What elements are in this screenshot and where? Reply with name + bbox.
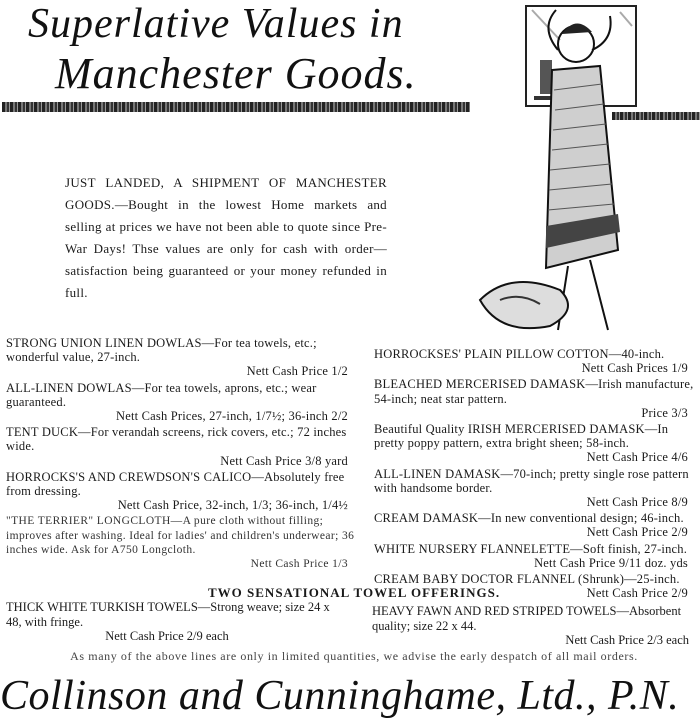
limited-quantities-notice: As many of the above lines are only in limited quantities, we advise the early despatch of all mail orders.: [70, 649, 638, 663]
product-price: Nett Cash Prices, 27-inch, 1/7½; 36-inch 2/2: [115, 409, 348, 424]
product-description: HEAVY FAWN AND RED STRIPED TOWELS—Absorbent quality; size 22 x 44.: [372, 604, 682, 633]
product-item-irish-damask: [374, 422, 696, 465]
product-item-longcloth: [6, 514, 356, 571]
product-price: Nett Cash Price, 32-inch, 1/3; 36-inch, 1/4½: [117, 498, 348, 513]
product-description: STRONG UNION LINEN DOWLAS—For tea towels, etc.; wonderful value, 27-inch.: [6, 336, 317, 365]
product-item-all-linen-damask: [374, 467, 696, 510]
product-description: BLEACHED MERCERISED DAMASK—Irish manufacture, 54-inch; neat star pattern.: [374, 377, 694, 406]
product-item-bleached-damask: [374, 377, 696, 420]
product-item-calico: [6, 470, 356, 513]
product-price: Nett Cash Price 1/2: [246, 364, 348, 379]
product-item-cream-damask: [374, 511, 696, 539]
headline-line-1: Superlative Values in: [28, 1, 404, 47]
product-item-nursery-flannelette: [374, 542, 696, 570]
decorative-rule: [2, 102, 470, 112]
product-item-pillow-cotton: [374, 347, 696, 375]
product-price: Nett Cash Prices 1/9: [581, 361, 688, 376]
left-product-column: [6, 336, 356, 573]
product-description: TENT DUCK—For verandah screens, rick covers, etc.; 72 inches wide.: [6, 425, 347, 454]
towel-offerings-heading: TWO SENSATIONAL TOWEL OFFERINGS.: [208, 585, 501, 600]
product-description: HORROCKSES' PLAIN PILLOW COTTON—40-inch.: [374, 347, 665, 361]
product-description: THICK WHITE TURKISH TOWELS—Strong weave; size 24 x 48, with fringe.: [6, 600, 330, 629]
intro-paragraph: JUST LANDED, A SHIPMENT OF MANCHESTER GOODS.—Bought in the lowest Home markets and selling at prices we have not been able to quote since Pre-War Days! Thse values are only for cash with order—satisfaction being guaranteed or your money refunded in full.: [65, 175, 387, 300]
headline-line-2: Manchester Goods.: [55, 49, 417, 98]
product-price: Nett Cash Price 1/3: [250, 558, 348, 571]
product-price: Nett Cash Price 4/6: [586, 450, 688, 465]
right-product-column: [374, 347, 696, 602]
product-price: Nett Cash Price 3/8 yard: [220, 453, 348, 468]
product-item-turkish-towels: [6, 600, 336, 644]
product-item-striped-towels: [372, 604, 697, 648]
product-description: WHITE NURSERY FLANNELETTE—Soft finish, 27-inch.: [374, 541, 688, 556]
product-description: ALL-LINEN DOWLAS—For tea towels, aprons, etc.; wear guaranteed.: [6, 380, 317, 409]
advertiser-signature: Collinson and Cunninghame, Ltd., P.N.: [0, 673, 680, 719]
product-price: Price 3/3: [641, 405, 688, 420]
product-description: ALL-LINEN DAMASK—70-inch; pretty single rose pattern with handsome border.: [374, 466, 689, 495]
product-item-union-linen-dowlas: [6, 336, 356, 379]
product-item-tent-duck: [6, 425, 356, 468]
product-price: Nett Cash Price 2/3 each: [565, 633, 689, 647]
product-description: HORROCKS'S AND CREWDSON'S CALICO—Absolutely free from dressing.: [6, 469, 345, 499]
product-description: CREAM BABY DOCTOR FLANNEL (Shrunk)—25-inch.: [374, 572, 680, 587]
product-price: Nett Cash Price 2/9: [586, 525, 688, 540]
product-item-all-linen-dowlas: [6, 381, 356, 424]
product-price: Nett Cash Price 9/11 doz. yds: [534, 555, 688, 570]
product-price: Nett Cash Price 2/9: [586, 586, 688, 601]
product-description: CREAM DAMASK—In new conventional design; 46-inch.: [374, 511, 684, 526]
woman-in-towel-illustration: [440, 0, 700, 345]
product-description: Beautiful Quality IRISH MERCERISED DAMASK—In pretty poppy pattern, extra bright sheen; 58-inch.: [374, 422, 669, 451]
product-price: Nett Cash Price 8/9: [586, 495, 688, 510]
product-description: "THE TERRIER" LONGCLOTH—A pure cloth without filling; improves after washing. Ideal for ladies' and children's underwear; 36 inches wide. Ask for A750 Longcloth.: [6, 515, 355, 556]
product-price: Nett Cash Price 2/9 each: [105, 629, 229, 643]
